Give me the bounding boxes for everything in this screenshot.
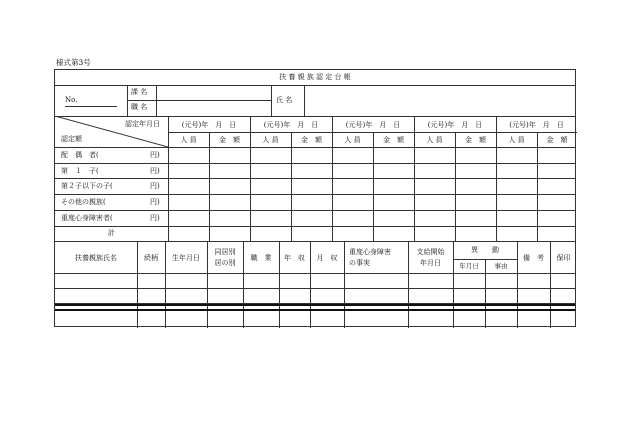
col-birth-date: 生年月日	[172, 254, 200, 262]
col-change: 異 動	[471, 246, 499, 254]
row-label-first-child: 第 １ 子(	[61, 167, 99, 175]
job-title-field[interactable]	[157, 101, 271, 115]
form-title: 扶 養 親 族 認 定 台 帳	[279, 73, 351, 81]
col-occupation: 職 業	[250, 254, 272, 262]
divider-double-line-top	[55, 304, 575, 306]
row-label-total: 計	[108, 229, 115, 237]
no-underline	[65, 106, 117, 107]
divider-double-line-bottom	[55, 309, 575, 311]
date-col-1: (元号)年 月 日	[181, 121, 237, 129]
col-cohabit-line1: 同居別	[214, 248, 236, 256]
people-header-1: 人 員	[180, 136, 197, 144]
section-name-field[interactable]	[157, 86, 271, 99]
col-start-line1: 支給開始	[416, 248, 445, 256]
row-label-disabled: 重度心身障害者(	[61, 214, 113, 222]
row-label-spouse: 配 偶 者(	[61, 151, 99, 159]
col-disability-line2: の事実	[349, 259, 370, 267]
amount-header-4: 金 額	[465, 136, 486, 144]
form-number-label: 様式第3号	[56, 58, 91, 67]
col-monthly-income: 月 収	[316, 254, 338, 262]
row-unit-spouse: 円)	[150, 151, 160, 159]
dependent-entry-row[interactable]	[55, 313, 577, 327]
date-col-4: (元号)年 月 日	[427, 121, 483, 129]
col-cohabit-line2: 居の別	[214, 259, 236, 267]
no-label: No.	[65, 96, 78, 104]
date-col-2: (元号)年 月 日	[263, 121, 319, 129]
amount-header-3: 金 額	[383, 136, 404, 144]
row-label-other-relative: その他の親族(	[61, 198, 106, 206]
people-header-4: 人 員	[426, 136, 443, 144]
col-change-date: 年月日	[459, 262, 479, 270]
date-col-3: (元号)年 月 日	[345, 121, 401, 129]
row-unit-disabled: 円)	[150, 214, 160, 222]
row-unit-second-child: 円)	[150, 182, 160, 190]
col-disability-line1: 重度心身障害	[349, 248, 391, 256]
col-annual-income: 年 収	[284, 254, 305, 262]
amount-header-1: 金 額	[219, 136, 240, 144]
col-relation: 続柄	[144, 254, 158, 262]
people-header-2: 人 員	[262, 136, 279, 144]
certified-amount-header: 認定額	[61, 135, 82, 143]
row-unit-other-relative: 円)	[150, 198, 160, 206]
employee-name-field[interactable]	[305, 86, 575, 115]
dependent-registry-form	[54, 69, 576, 327]
certification-date-header: 認定年月日	[125, 120, 160, 128]
col-seal: 保印	[556, 254, 571, 262]
col-start-line2: 年月日	[420, 259, 441, 267]
section-name-label: 課 名	[131, 88, 148, 96]
col-notes: 備 考	[523, 254, 544, 262]
date-col-5: (元号)年 月 日	[509, 121, 564, 129]
people-header-5: 人 員	[508, 136, 525, 144]
name-label: 氏 名	[276, 96, 293, 104]
dependent-entry-row[interactable]	[55, 274, 577, 288]
col-change-reason: 事由	[494, 262, 508, 270]
row-label-second-child: 第２子以下の子(	[61, 182, 113, 190]
col-dependent-name: 扶養親族氏名	[75, 254, 117, 262]
dependent-entry-row[interactable]	[55, 289, 577, 303]
amount-header-2: 金 額	[301, 136, 322, 144]
job-title-label: 職 名	[131, 103, 148, 111]
amount-header-5: 金 額	[546, 136, 568, 144]
people-header-3: 人 員	[344, 136, 361, 144]
row-unit-first-child: 円)	[150, 167, 160, 175]
